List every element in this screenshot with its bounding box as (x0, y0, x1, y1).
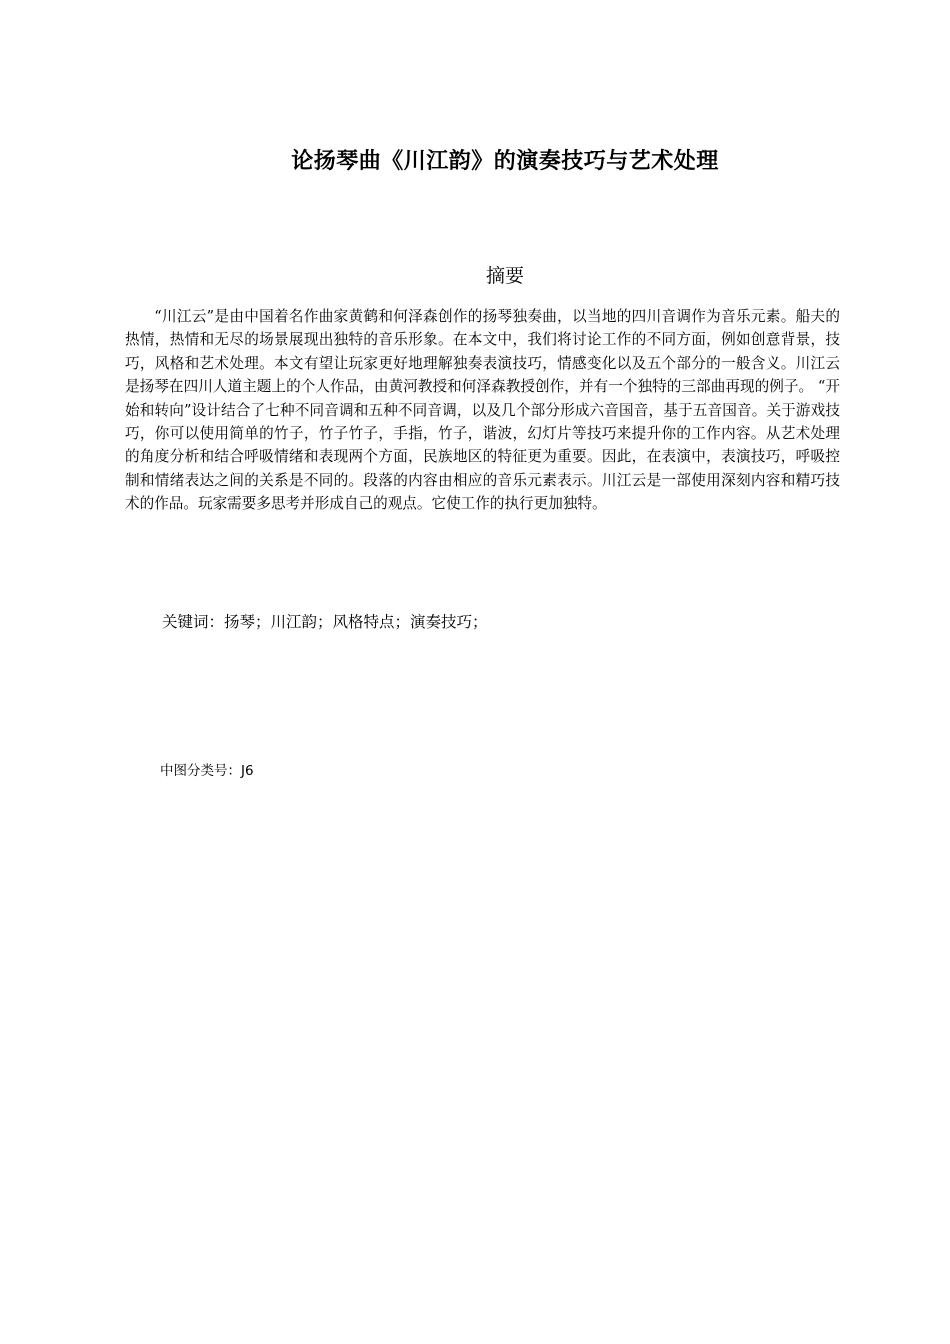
keywords-line: 关键词：扬琴；川江韵；风格特点；演奏技巧； (162, 613, 488, 631)
abstract-paragraph: “川江云”是由中国着名作曲家黄鹤和何泽森创作的扬琴独奏曲，以当地的四川音调作为音乐元素。船夫的热情，热情和无尽的场景展现出独特的音乐形象。在本文中，我们将讨论工作的不同方面，例如创意背景，技巧，风格和艺术处理。本文有望让玩家更好地理解独奏表演技巧，情感变化以及五个部分的一般含义。川江云是扬琴在四川人道主题上的个人作品，由黄河教授和何泽森教授创作，并有一个独特的三部曲再现的例子。 “开始和转向”设计结合了七种不同音调和五种不同音调，以及几个部分形成六音国音，基于五音国音。关于游戏技巧，你可以使用简单的竹子，竹子竹子，手指，竹子，谐波，幻灯片等技巧来提升你的工作内容。从艺术处理的角度分析和结合呼吸情绪和表现两个方面，民族地区的特征更为重要。因此，在表演中，表演技巧，呼吸控制和情绪表达之间的关系是不同的。段落的内容由相应的音乐元素表示。川江云是一部使用深刻内容和精巧技术的作品。玩家需要多思考并形成自己的观点。它使工作的执行更加独特。 (125, 308, 840, 513)
classification-number: 中图分类号：J6 (160, 763, 254, 779)
document-title: 论扬琴曲《川江韵》的演奏技巧与艺术处理 (291, 149, 719, 174)
abstract-heading: 摘要 (485, 265, 524, 287)
